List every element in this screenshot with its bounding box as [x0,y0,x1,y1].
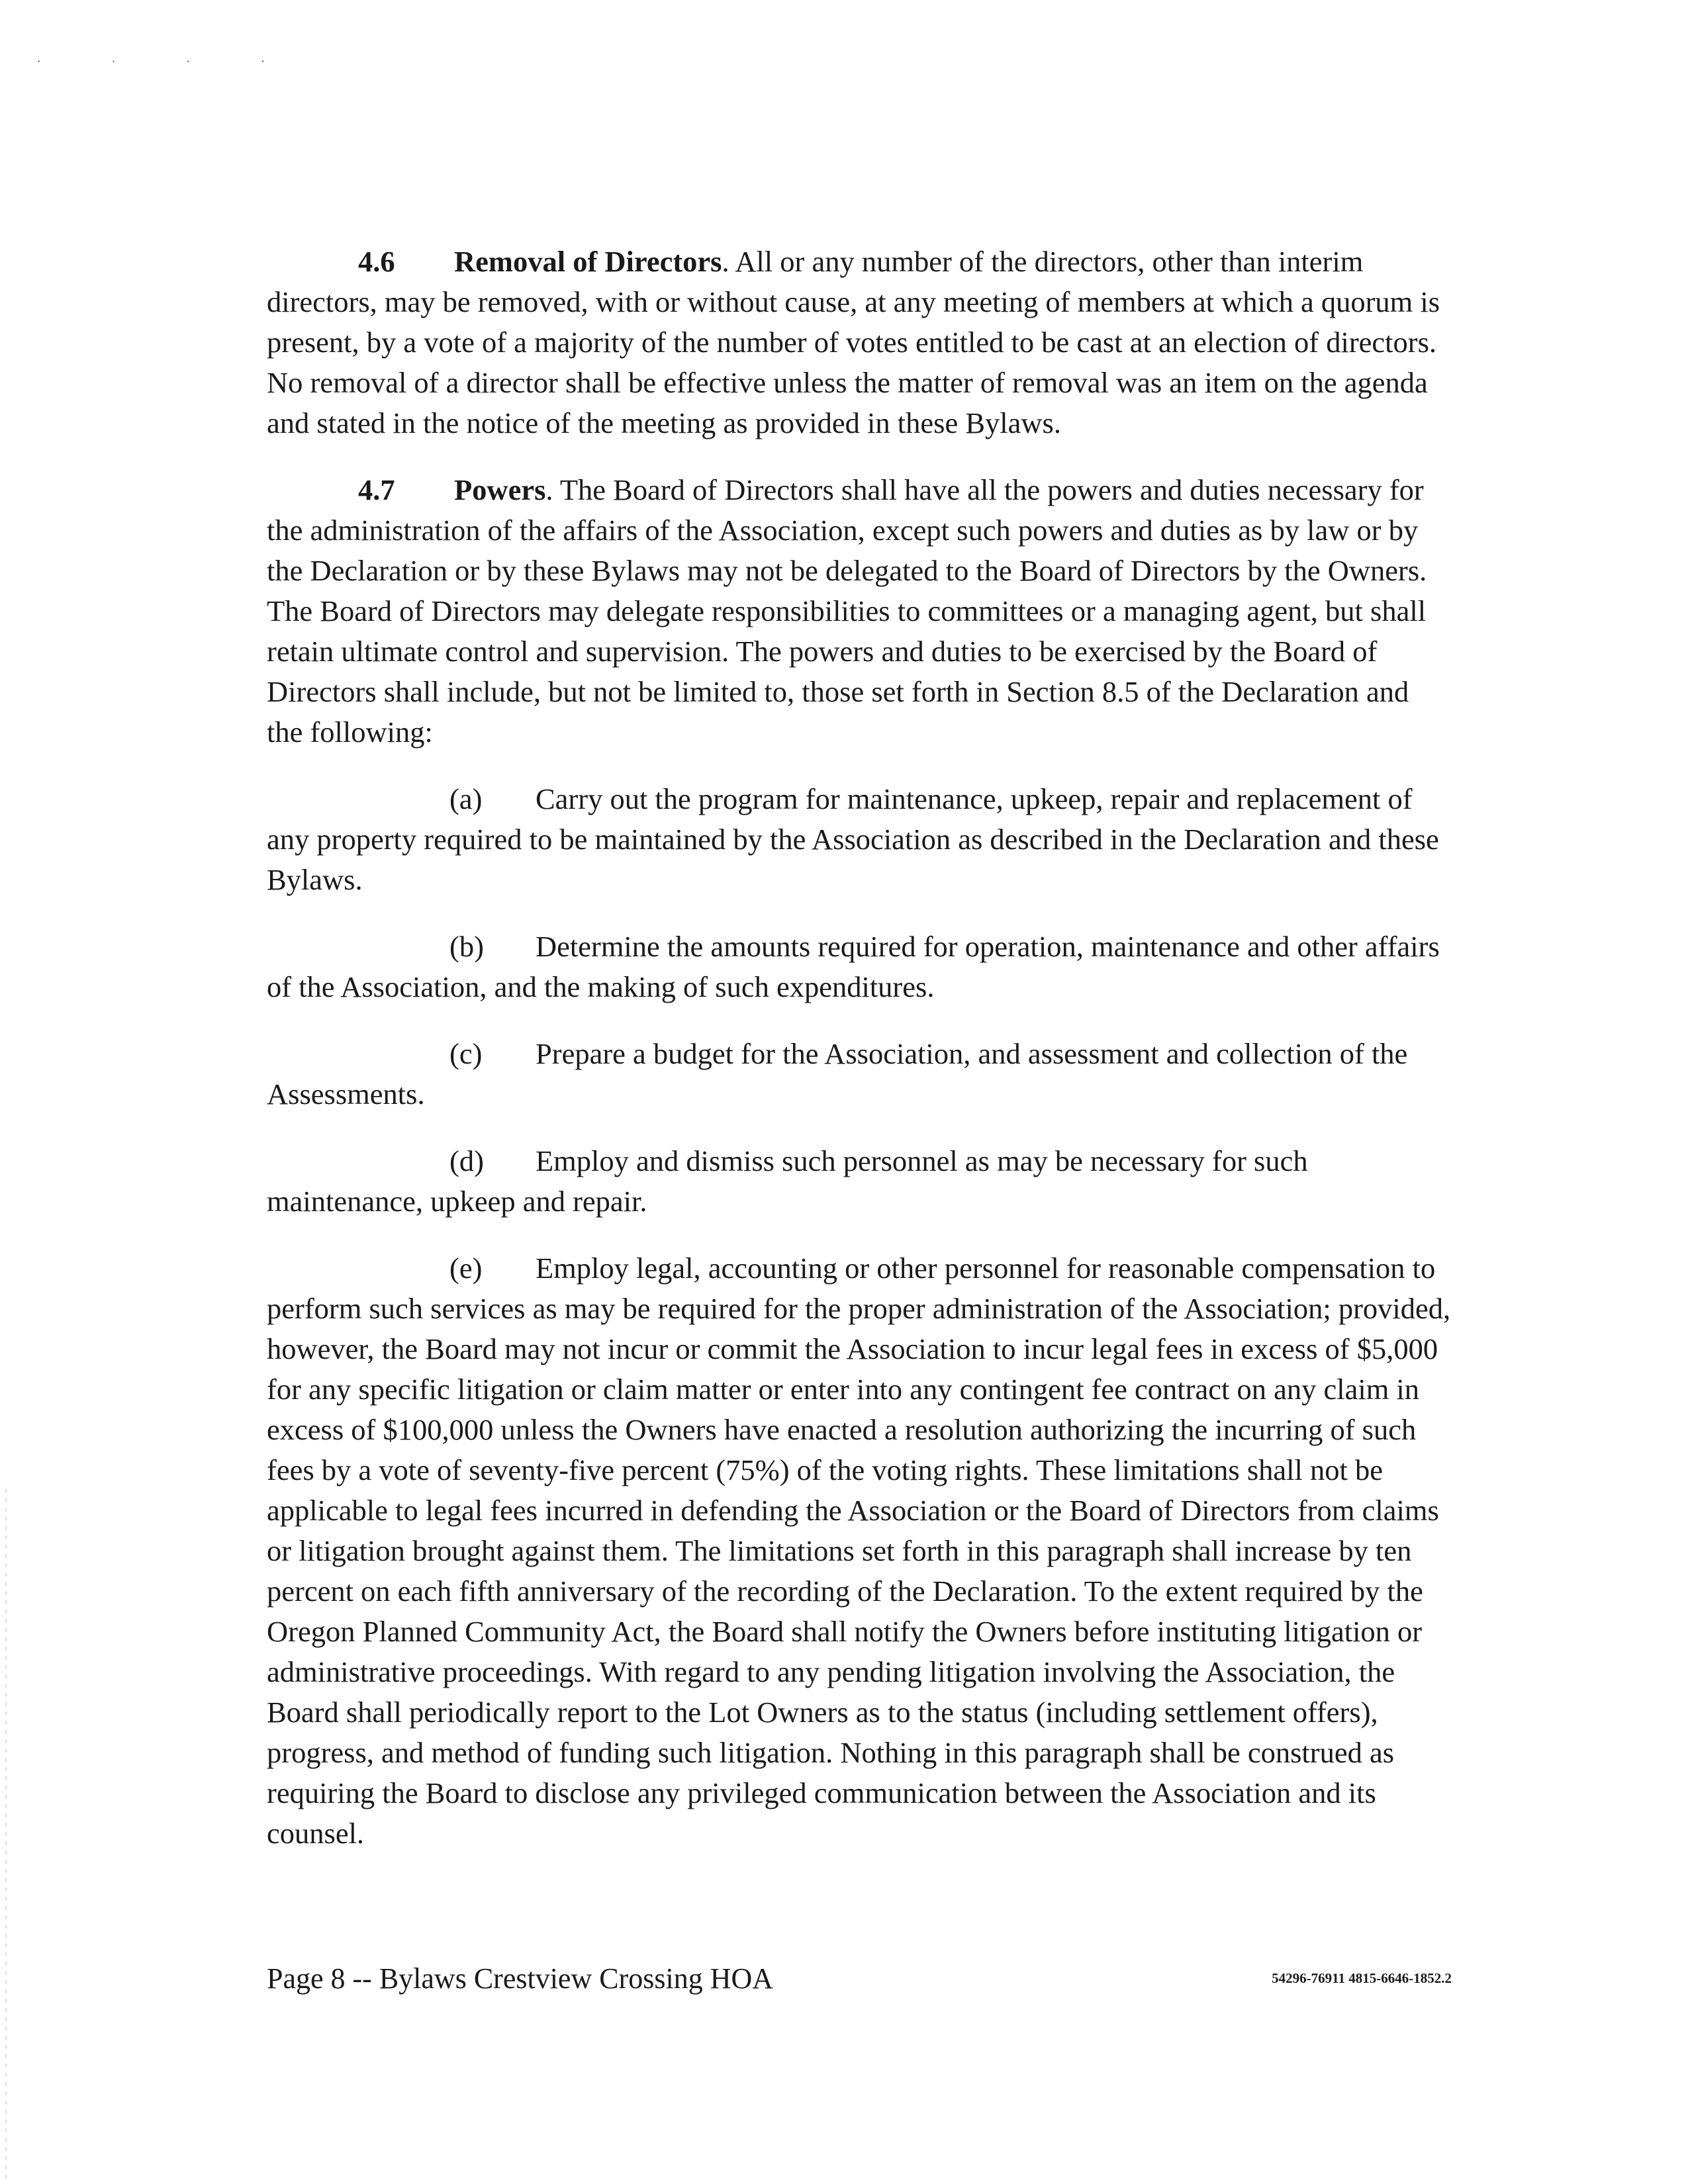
subsection-c-text: Prepare a budget for the Association, and assessment and collection of the Assessments. [267,1037,1408,1111]
subsection-d-label: (d) [449,1144,484,1177]
section-4-7-paragraph [267,470,1452,752]
subsection-a [267,779,1452,900]
subsection-d-text: Employ and dismiss such personnel as may be necessary for such maintenance, upkeep and repair. [267,1144,1308,1218]
subsection-e-text: Employ legal, accounting or other personnel for reasonable compensation to perform such services as may be required for the proper administration of the Association; provided, however, the Board may not incur or commit the Association to incur legal fees in excess of $5,000 for any specific litigation or claim matter or enter into any contingent fee contract on any claim in excess of $100,000 unless the Owners have enacted a resolution authorizing the incurring of such fees by a vote of seventy-five percent (75%) of the voting rights. These limitations shall not be applicable to legal fees incurred in defending the Association or the Board of Directors from claims or litigation brought against them. The limitations set forth in this paragraph shall increase by ten percent on each fifth anniversary of the recording of the Declaration. To the extent required by the Oregon Planned Community Act, the Board shall notify the Owners before instituting litigation or administrative proceedings. With regard to any pending litigation involving the Association, the Board shall periodically report to the Lot Owners as to the status (including settlement offers), progress, and method of funding such litigation. Nothing in this paragraph shall be construed as requiring the Board to disclose any privileged communication between the Association and its counsel. [267,1251,1451,1850]
footer-page-label: Page 8 -- Bylaws Crestview Crossing HOA [267,1962,774,1995]
document-body [267,242,1452,1880]
page-footer [267,1959,1452,1999]
section-4-6-text: . All or any number of the directors, other than interim directors, may be removed, with or without cause, at any meeting of members at which a quorum is present, by a vote of a majority of the number of votes entitled to be cast at an election of directors. No removal of a director shall be effective unless the matter of removal was an item on the agenda and stated in the notice of the meeting as provided in these Bylaws. [267,245,1440,439]
subsection-c [267,1034,1452,1115]
subsection-e [267,1248,1452,1854]
subsection-b-text: Determine the amounts required for operation, maintenance and other affairs of the Association, and the making of such expenditures. [267,930,1440,1003]
scan-edge-artifact [5,1489,7,2184]
scan-specks: · · · · [36,53,299,69]
subsection-b-label: (b) [449,930,484,963]
subsection-a-text: Carry out the program for maintenance, upkeep, repair and replacement of any property required to be maintained by the Association as described in the Declaration and these Bylaws. [267,782,1439,896]
section-4-6-title: Removal of Directors [454,245,722,278]
section-4-6-number: 4.6 [358,245,395,278]
subsection-a-label: (a) [449,782,483,815]
subsection-c-label: (c) [449,1037,483,1070]
subsection-e-label: (e) [449,1251,483,1285]
footer-document-id: 54296-76911 4815-6646-1852.2 [1272,1970,1452,1986]
section-4-7-number: 4.7 [358,473,395,506]
subsection-b [267,927,1452,1007]
section-4-6-paragraph [267,242,1452,443]
subsection-d [267,1141,1452,1222]
section-4-7-text: . The Board of Directors shall have all the powers and duties necessary for the administration of the affairs of the Association, except such powers and duties as by law or by the Declaration or by these Bylaws may not be delegated to the Board of Directors by the Owners. The Board of Directors may delegate responsibilities to committees or a managing agent, but shall retain ultimate control and supervision. The powers and duties to be exercised by the Board of Directors shall include, but not be limited to, those set forth in Section 8.5 of the Declaration and the following: [267,473,1427,749]
section-4-7-title: Powers [454,473,546,506]
